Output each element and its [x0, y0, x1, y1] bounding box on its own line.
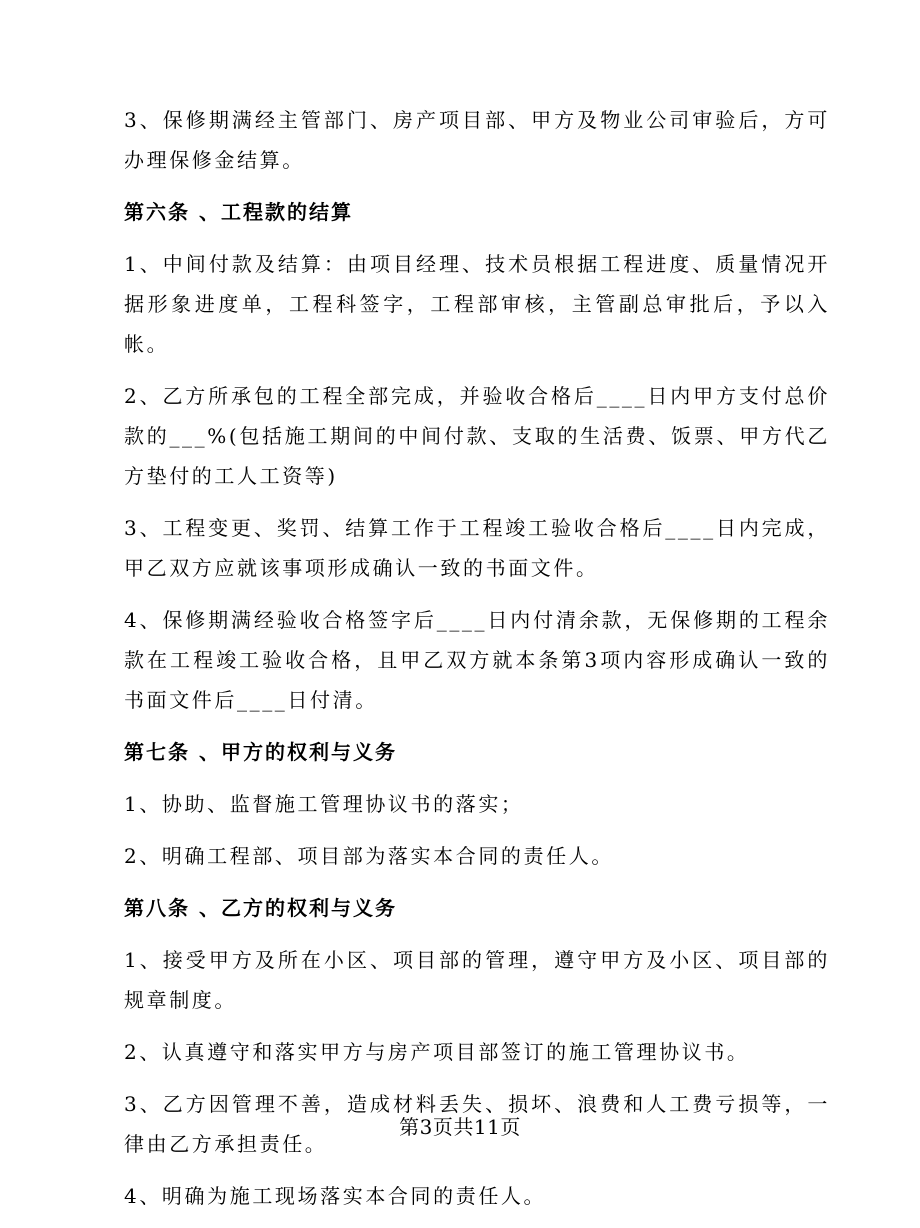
- article-8-heading: 第八条 、乙方的权利与义务: [124, 896, 397, 920]
- article-6-item-1: 1、中间付款及结算：由项目经理、技术员根据工程进度、质量情况开据形象进度单，工程科签字，工程部审核，主管副总审批后，予以入帐。: [124, 252, 830, 356]
- article-8-item-1: 1、接受甲方及所在小区、项目部的管理，遵守甲方及小区、项目部的规章制度。: [124, 948, 830, 1012]
- article-8-item-4: 4、明确为施工现场落实本合同的责任人。: [124, 1184, 547, 1208]
- article-7-heading: 第七条 、甲方的权利与义务: [124, 740, 397, 764]
- article-8-item-3: 3、乙方因管理不善，造成材料丢失、损坏、浪费和人工费亏损等，一律由乙方承担责任。: [124, 1092, 830, 1156]
- article-6-item-3: 3、工程变更、奖罚、结算工作于工程竣工验收合格后____日内完成，甲乙双方应就该事项形成确认一致的书面文件。: [124, 516, 830, 580]
- article-7-item-2: 2、明确工程部、项目部为落实本合同的责任人。: [124, 844, 614, 868]
- article-6-heading: 第六条 、工程款的结算: [124, 200, 353, 224]
- article-6-item-4: 4、保修期满经验收合格签字后____日内付清余款，无保修期的工程余款在工程竣工验收合格，且甲乙双方就本条第3项内容形成确认一致的书面文件后____日付清。: [124, 608, 830, 712]
- document-body: [124, 100, 830, 1228]
- article-8-item-2: 2、认真遵守和落实甲方与房产项目部签订的施工管理协议书。: [124, 1040, 750, 1064]
- page-number: 第3页共11页: [399, 1115, 521, 1139]
- article-7-item-1: 1、协助、监督施工管理协议书的落实；: [124, 792, 524, 816]
- clause-5-item-3: 3、保修期满经主管部门、房产项目部、甲方及物业公司审验后，方可办理保修金结算。: [124, 108, 830, 172]
- article-6-item-2: 2、乙方所承包的工程全部完成，并验收合格后____日内甲方支付总价款的___%(包括施工期间的中间付款、支取的生活费、饭票、甲方代乙方垫付的工人工资等): [124, 384, 830, 488]
